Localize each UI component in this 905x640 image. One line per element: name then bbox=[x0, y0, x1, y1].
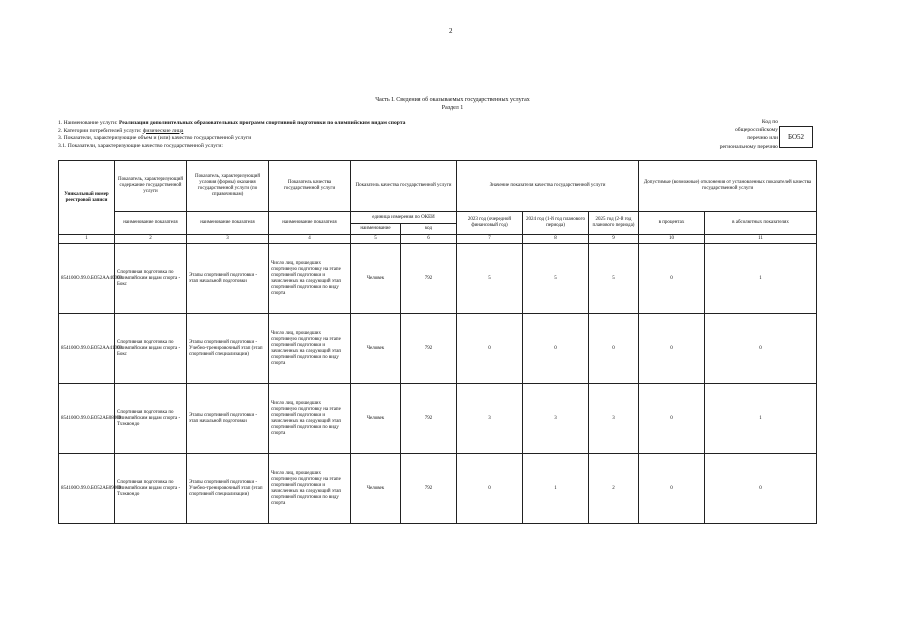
header-year-2023: 2023 год (очередной финансовый год) bbox=[457, 212, 523, 235]
header-year-2025: 2025 год (2-й год планового периода) bbox=[589, 212, 639, 235]
col-num: 10 bbox=[639, 235, 705, 244]
cell-value-2024: 5 bbox=[523, 244, 589, 314]
header-conditions-name: наименование показателя bbox=[187, 212, 269, 235]
cell-deviation-absolute: 0 bbox=[705, 314, 817, 384]
code-label-1: Код по bbox=[761, 119, 778, 125]
cell-registry-id: 854100О.99.0.БО52АБ08000 bbox=[59, 384, 115, 454]
header-quality-name: наименование показателя bbox=[269, 212, 351, 235]
cell-content: Спортивная подготовка по Олимпийским видам спорта - Бокс bbox=[115, 244, 187, 314]
header-year-2024: 2024 год (1-й год планового периода) bbox=[523, 212, 589, 235]
cell-condition: Этапы спортивной подготовки - этап начальной подготовки bbox=[187, 384, 269, 454]
column-numbers-row bbox=[59, 235, 817, 244]
cell-okei-code: 792 bbox=[401, 244, 457, 314]
cell-content: Спортивная подготовка по Олимпийским видам спорта - Тхэквондо bbox=[115, 384, 187, 454]
cell-value-2024: 1 bbox=[523, 454, 589, 524]
col-num: 8 bbox=[523, 235, 589, 244]
part-title: Часть I. Сведения об оказываемых государственных услугах bbox=[375, 97, 530, 103]
header-quality-state: Показатель качества государственной услуги bbox=[269, 161, 351, 212]
table-row bbox=[59, 454, 817, 524]
cell-deviation-percent: 0 bbox=[639, 384, 705, 454]
cell-content: Спортивная подготовка по Олимпийским видам спорта - Тхэквондо bbox=[115, 454, 187, 524]
header-okei-code: код bbox=[401, 224, 457, 235]
section-title: Раздел 1 bbox=[441, 105, 464, 111]
cell-value-2023: 3 bbox=[457, 384, 523, 454]
header-okei-name: наименование bbox=[351, 224, 401, 235]
cell-value-2025: 5 bbox=[589, 244, 639, 314]
registry-code-box: БО52 bbox=[779, 126, 813, 148]
cell-condition: Этапы спортивной подготовки - Учебно-тренировочный этап (этап спортивной специализации) bbox=[187, 454, 269, 524]
cell-value-2025: 2 bbox=[589, 454, 639, 524]
header-percent: в процентах bbox=[639, 212, 705, 235]
cell-value-2024: 3 bbox=[523, 384, 589, 454]
table-row bbox=[59, 384, 817, 454]
consumer-category-prefix: 2. Категории потребителей услуги: bbox=[58, 127, 143, 134]
cell-indicator: Число лиц, прошедших спортивную подготовку на этапе спортивной подготовки и зачисленных на следующий этап спортивной подготовки по виду спорта bbox=[269, 244, 351, 314]
header-indicator-value: Значение показателя качества государственной услуги bbox=[457, 161, 639, 212]
indicators-line: 3. Показатели, характеризующие объем и (или) качество государственной услуги bbox=[58, 135, 252, 141]
header-absolute: в абсолютных показателях bbox=[705, 212, 817, 235]
col-num: 6 bbox=[401, 235, 457, 244]
cell-indicator: Число лиц, прошедших спортивную подготовку на этапе спортивной подготовки и зачисленных на следующий этап спортивной подготовки по виду спорта bbox=[269, 384, 351, 454]
cell-deviation-absolute: 1 bbox=[705, 244, 817, 314]
col-num: 9 bbox=[589, 235, 639, 244]
quality-indicators-table bbox=[58, 160, 817, 524]
header-row-2 bbox=[59, 212, 817, 224]
col-num: 7 bbox=[457, 235, 523, 244]
cell-registry-id: 854100О.99.0.БО52АА40000 bbox=[59, 244, 115, 314]
cell-content: Спортивная подготовка по Олимпийским видам спорта - Бокс bbox=[115, 314, 187, 384]
cell-deviation-absolute: 0 bbox=[705, 454, 817, 524]
service-name-prefix: 1. Наименование услуги: bbox=[58, 120, 119, 126]
cell-okei-code: 792 bbox=[401, 314, 457, 384]
cell-unit: Человек bbox=[351, 244, 401, 314]
cell-registry-id: 854100О.99.0.БО52АА41000 bbox=[59, 314, 115, 384]
table-row bbox=[59, 314, 817, 384]
quality-indicators-line: 3.1. Показатели, характеризующие качество государственной услуги: bbox=[58, 142, 223, 149]
header-unique-number: Уникальный номер реестровой записи bbox=[59, 161, 115, 235]
col-num: 11 bbox=[705, 235, 817, 244]
cell-value-2025: 3 bbox=[589, 384, 639, 454]
col-num: 1 bbox=[59, 235, 115, 244]
cell-value-2023: 0 bbox=[457, 454, 523, 524]
service-name-line bbox=[58, 120, 405, 127]
header-okei: единица измерения по ОКЕИ bbox=[351, 212, 457, 224]
header-content-name: наименование показателя bbox=[115, 212, 187, 235]
cell-registry-id: 854100О.99.0.БО52АБ09000 bbox=[59, 454, 115, 524]
header-deviation: Допустимые (возможные) отклонения от установленных показателей качества государственной услуги bbox=[639, 161, 817, 212]
cell-condition: Этапы спортивной подготовки - этап начальной подготовки bbox=[187, 244, 269, 314]
cell-value-2024: 0 bbox=[523, 314, 589, 384]
code-label-4: региональному перечню bbox=[719, 143, 778, 150]
table-row bbox=[59, 244, 817, 314]
cell-deviation-percent: 0 bbox=[639, 454, 705, 524]
col-num: 3 bbox=[187, 235, 269, 244]
cell-unit: Человек bbox=[351, 314, 401, 384]
col-num: 4 bbox=[269, 235, 351, 244]
col-num: 2 bbox=[115, 235, 187, 244]
cell-deviation-percent: 0 bbox=[639, 314, 705, 384]
registry-code-labels bbox=[720, 118, 778, 151]
cell-value-2025: 0 bbox=[589, 314, 639, 384]
cell-indicator: Число лиц, прошедших спортивную подготовку на этапе спортивной подготовки и зачисленных на следующий этап спортивной подготовки по виду спорта bbox=[269, 454, 351, 524]
header-conditions: Показатель, характеризующий условия (формы) оказания государственной услуги (по справочникам) bbox=[187, 161, 269, 212]
cell-deviation-absolute: 1 bbox=[705, 384, 817, 454]
cell-okei-code: 792 bbox=[401, 384, 457, 454]
code-label-3: перечню или bbox=[747, 135, 778, 142]
consumer-category-value: физические лица bbox=[142, 127, 184, 134]
header-row-1 bbox=[59, 161, 817, 212]
cell-indicator: Число лиц, прошедших спортивную подготовку на этапе спортивной подготовки и зачисленных на следующий этап спортивной подготовки по виду спорта bbox=[269, 314, 351, 384]
header-quality-indicator: Показатель качества государственной услуги bbox=[351, 161, 457, 212]
page-number: 2 bbox=[449, 27, 453, 35]
cell-okei-code: 792 bbox=[401, 454, 457, 524]
header-content: Показатель, характеризующий содержание государственной услуги bbox=[115, 161, 187, 212]
cell-value-2023: 5 bbox=[457, 244, 523, 314]
consumer-category-line bbox=[58, 128, 183, 135]
cell-condition: Этапы спортивной подготовки - Учебно-тренировочный этап (этап спортивной специализации) bbox=[187, 314, 269, 384]
cell-unit: Человек bbox=[351, 384, 401, 454]
cell-unit: Человек bbox=[351, 454, 401, 524]
cell-deviation-percent: 0 bbox=[639, 244, 705, 314]
service-name-value: Реализация дополнительных образовательных программ спортивной подготовки по олимпийским видам спорта bbox=[118, 120, 406, 126]
cell-value-2023: 0 bbox=[457, 314, 523, 384]
code-label-2: общероссийскому bbox=[734, 127, 778, 134]
col-num: 5 bbox=[351, 235, 401, 244]
